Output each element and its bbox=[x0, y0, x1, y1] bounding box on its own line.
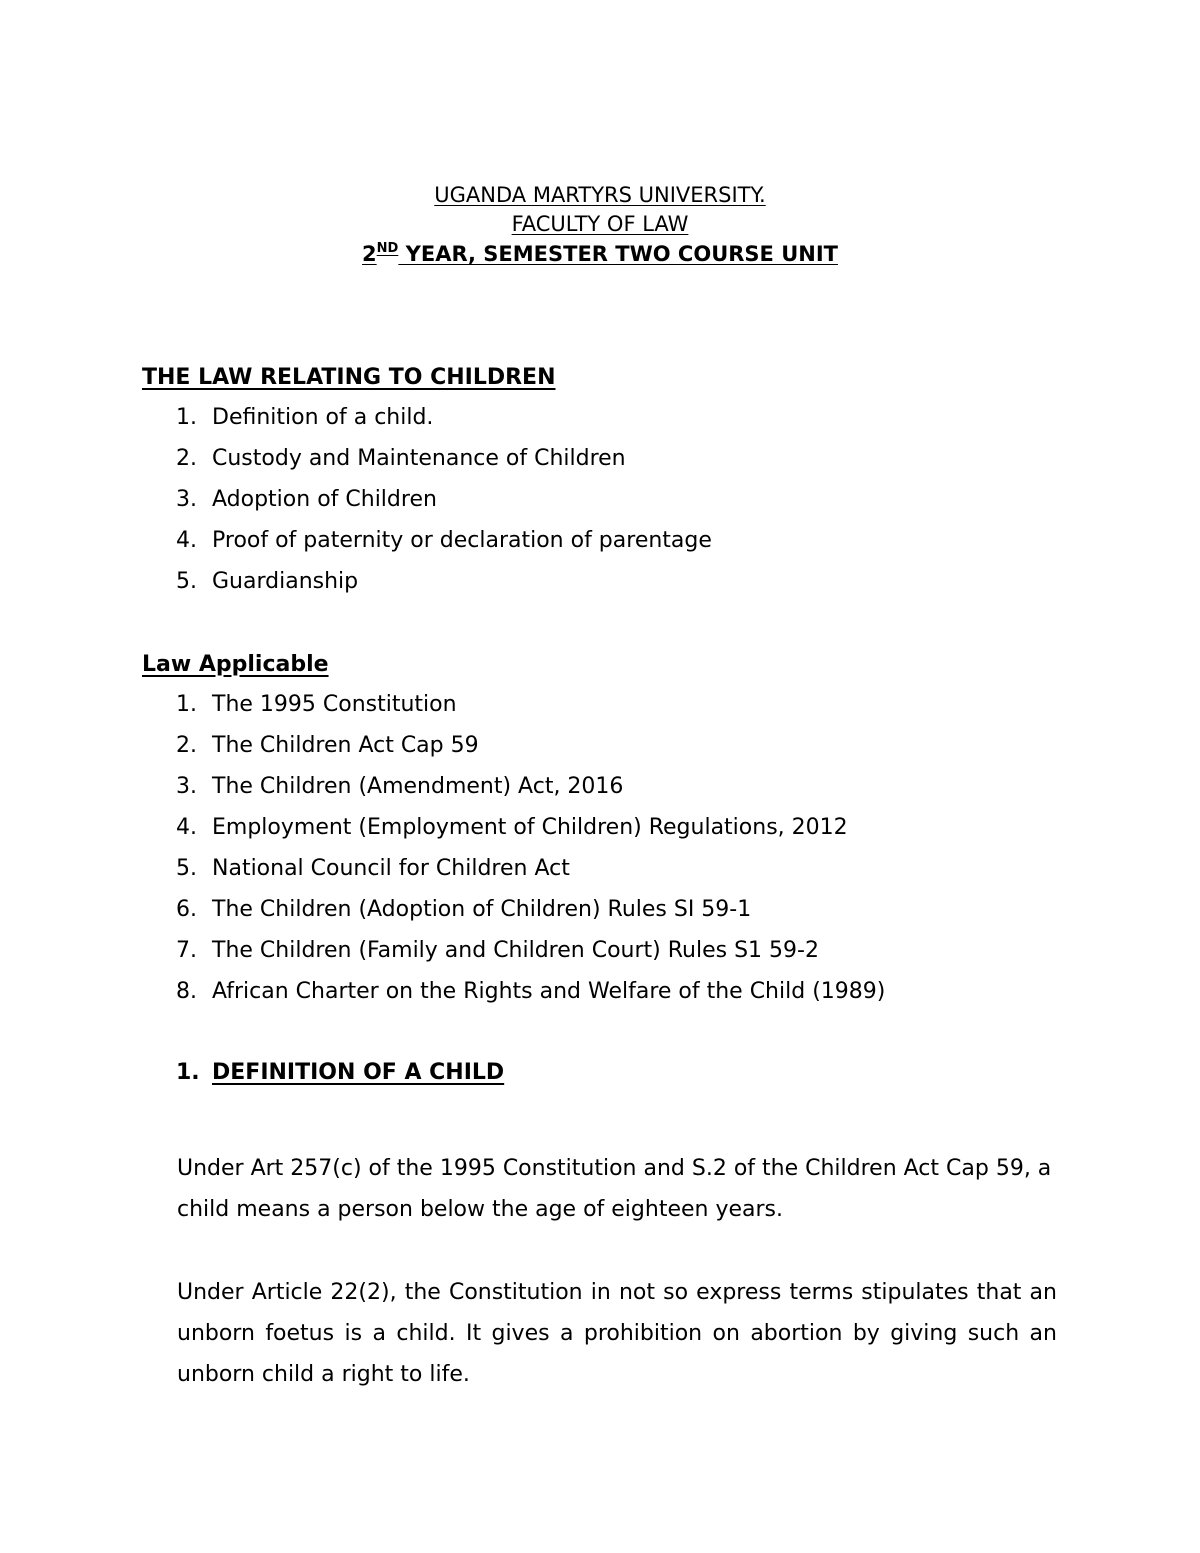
section-number: 1. bbox=[176, 1060, 200, 1085]
course-unit-heading bbox=[0, 239, 1200, 269]
year-ordinal: ND bbox=[376, 241, 399, 256]
topic-item-text: Guardianship bbox=[212, 569, 359, 594]
topic-item-number: 3. bbox=[176, 487, 197, 512]
law-item-number: 1. bbox=[176, 692, 197, 717]
law-item-number: 5. bbox=[176, 856, 197, 881]
topic-item bbox=[176, 567, 358, 597]
law-item-text: Employment (Employment of Children) Regulations, 2012 bbox=[212, 815, 848, 840]
law-item bbox=[176, 895, 751, 925]
law-item bbox=[176, 977, 885, 1007]
topic-item bbox=[176, 403, 433, 433]
topics-heading: THE LAW RELATING TO CHILDREN bbox=[142, 365, 556, 390]
law-item bbox=[176, 731, 479, 761]
topic-item-text: Definition of a child. bbox=[212, 405, 434, 430]
topic-item bbox=[176, 485, 437, 515]
law-item bbox=[176, 813, 848, 843]
paragraph-definition: Under Art 257(c) of the 1995 Constitution and S.2 of the Children Act Cap 59, a child means a person below the age of eighteen years. bbox=[177, 1156, 1052, 1222]
law-applicable-heading: Law Applicable bbox=[142, 652, 329, 677]
law-item-text: The Children Act Cap 59 bbox=[212, 733, 479, 758]
topic-item bbox=[176, 444, 626, 474]
topic-item-text: Custody and Maintenance of Children bbox=[212, 446, 626, 471]
law-item-text: The Children (Amendment) Act, 2016 bbox=[212, 774, 624, 799]
law-item-number: 3. bbox=[176, 774, 197, 799]
topic-item-text: Adoption of Children bbox=[212, 487, 437, 512]
law-item-number: 2. bbox=[176, 733, 197, 758]
law-item-text: The Children (Family and Children Court) Rules S1 59-2 bbox=[212, 938, 819, 963]
law-item-number: 4. bbox=[176, 815, 197, 840]
section-heading bbox=[176, 1058, 504, 1088]
law-item-number: 6. bbox=[176, 897, 197, 922]
law-item-number: 8. bbox=[176, 979, 197, 1004]
law-item bbox=[176, 936, 819, 966]
law-item-text: National Council for Children Act bbox=[212, 856, 570, 881]
faculty-name: FACULTY OF LAW bbox=[511, 212, 689, 236]
year-number: 2 bbox=[362, 242, 377, 266]
topic-item bbox=[176, 526, 712, 556]
law-item-text: The 1995 Constitution bbox=[212, 692, 457, 717]
topic-item-number: 4. bbox=[176, 528, 197, 553]
law-item bbox=[176, 854, 570, 884]
topic-item-number: 2. bbox=[176, 446, 197, 471]
law-item bbox=[176, 772, 623, 802]
topic-item-number: 5. bbox=[176, 569, 197, 594]
law-item-number: 7. bbox=[176, 938, 197, 963]
topic-item-text: Proof of paternity or declaration of parentage bbox=[212, 528, 712, 553]
law-item-text: The Children (Adoption of Children) Rules SI 59-1 bbox=[212, 897, 752, 922]
paragraph-unborn-child: Under Article 22(2), the Constitution in not so express terms stipulates that an unborn foetus is a child. It gives a prohibition on abortion by giving such an unborn child a right to life. bbox=[177, 1280, 1057, 1387]
section-title: DEFINITION OF A CHILD bbox=[212, 1060, 505, 1085]
law-item bbox=[176, 690, 457, 720]
year-semester-text: YEAR, SEMESTER TWO COURSE UNIT bbox=[398, 242, 838, 266]
law-item-text: African Charter on the Rights and Welfare of the Child (1989) bbox=[212, 979, 886, 1004]
topic-item-number: 1. bbox=[176, 405, 197, 430]
university-name: UGANDA MARTYRS UNIVERSITY. bbox=[434, 183, 766, 207]
